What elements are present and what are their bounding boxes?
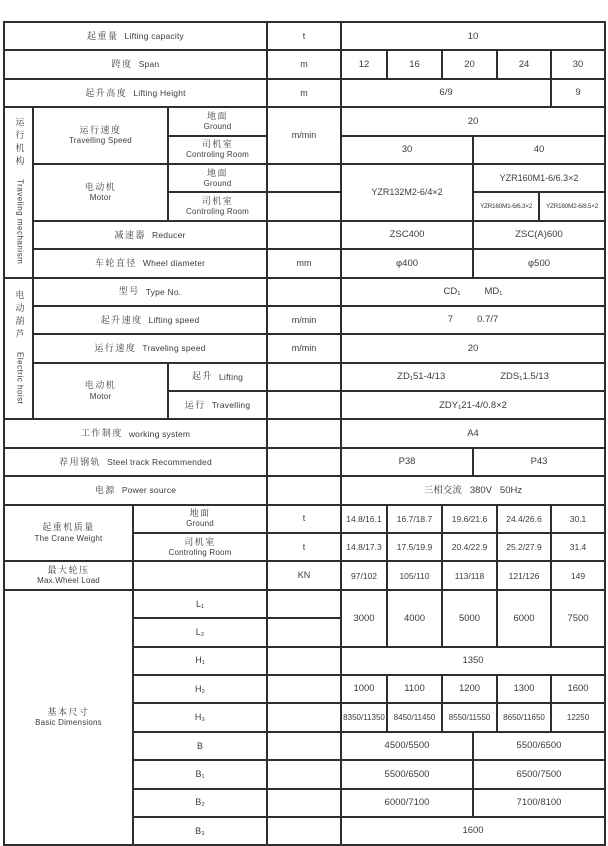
crane-weight-en: The Crane Weight	[34, 533, 103, 543]
lifting-height-main: 6/9	[341, 79, 551, 107]
reducer-label	[33, 221, 267, 249]
room-sublabel-zh: 司机室	[201, 139, 234, 150]
travel-speed-ground-sublabel	[168, 107, 267, 135]
hoist-lifting-speed-a: 7	[447, 314, 454, 326]
wheel-load-v1: 97/102	[341, 561, 387, 589]
weight-ground-v3: 19.6/21.6	[442, 505, 497, 533]
electric-hoist-group-zh: 电动葫芦	[14, 289, 25, 342]
hoist-motor-lifting-zh: 起升	[191, 371, 213, 382]
travel-speed-unit: m/min	[267, 107, 341, 164]
dim-l2-sublabel: L₂	[133, 618, 267, 646]
row-lifting-height	[4, 79, 605, 107]
span-value-30: 30	[551, 50, 605, 78]
hoist-traveling-speed-unit: m/min	[267, 334, 341, 362]
hoist-type-label-zh: 型号	[118, 286, 140, 297]
dim-h2-sublabel: H₂	[133, 675, 267, 703]
electric-hoist-group-en: Electric hoist	[15, 351, 25, 405]
power-source-unit-empty	[267, 476, 341, 504]
steel-track-unit-empty	[267, 448, 341, 476]
wheel-load-v4: 121/126	[497, 561, 551, 589]
dim-l-v1: 3000	[341, 590, 387, 647]
row-span	[4, 50, 605, 78]
working-system-label	[4, 419, 267, 447]
hoist-motor-travelling-sublabel	[168, 391, 267, 419]
motor-ground-zh: 地面	[207, 167, 229, 178]
dim-b2-unit-empty	[267, 789, 341, 817]
reducer-left-value: ZSC400	[341, 221, 473, 249]
hoist-lifting-speed-unit: m/min	[267, 306, 341, 334]
hoist-motor-travelling-zh: 运行	[184, 399, 206, 410]
reducer-label-zh: 减速器	[114, 229, 146, 240]
lifting-height-unit: m	[267, 79, 341, 107]
wheel-diameter-right-value: φ500	[473, 249, 605, 277]
travel-mechanism-group-en: Traveling mechanism	[15, 179, 25, 265]
travel-speed-room-right: 40	[473, 136, 605, 164]
travel-speed-label-en: Travelling Speed	[69, 136, 132, 146]
basic-dimensions-label	[4, 590, 133, 846]
hoist-type-b: MD₁	[484, 286, 503, 298]
dim-h2-v3: 1200	[442, 675, 497, 703]
dim-l-v5: 7500	[551, 590, 605, 647]
lifting-height-label-en: Lifting Height	[133, 87, 186, 98]
dim-h3-v1: 8350/11350	[341, 703, 387, 731]
weight-room-v2: 17.5/19.9	[387, 533, 442, 561]
hoist-motor-travelling-unit-empty	[267, 391, 341, 419]
travel-motor-room-sublabel	[168, 192, 267, 220]
span-label-zh: 跨度	[111, 59, 133, 70]
hoist-motor-lifting-unit-empty	[267, 363, 341, 391]
dim-b1-left: 5500/6500	[341, 760, 473, 788]
weight-room-v1: 14.8/17.3	[341, 533, 387, 561]
dim-l1-sublabel: L₁	[133, 590, 267, 618]
weight-room-v4: 25.2/27.9	[497, 533, 551, 561]
dim-l-v2: 4000	[387, 590, 442, 647]
hoist-traveling-speed-label	[33, 334, 267, 362]
row-weight-ground	[4, 505, 605, 533]
dim-l-v4: 6000	[497, 590, 551, 647]
lifting-capacity-unit: t	[267, 22, 341, 50]
dim-b-right: 5500/6500	[473, 732, 605, 760]
dim-h2-unit-empty	[267, 675, 341, 703]
row-travel-speed-ground	[4, 107, 605, 135]
weight-room-unit: t	[267, 533, 341, 561]
wheel-load-v3: 113/118	[442, 561, 497, 589]
weight-room-sublabel	[133, 533, 267, 561]
dim-h1-sublabel: H₁	[133, 647, 267, 675]
dim-b-sublabel: B	[133, 732, 267, 760]
travel-mechanism-group	[4, 107, 33, 277]
working-system-value: A4	[341, 419, 605, 447]
dim-b-left: 4500/5500	[341, 732, 473, 760]
hoist-motor-lifting-a: ZD₁51-4/13	[397, 371, 446, 383]
motor-room-zh: 司机室	[201, 195, 234, 206]
travel-motor-room-unit-empty	[267, 192, 341, 220]
travel-motor-label-en: Motor	[89, 192, 112, 202]
motor-ground-en: Ground	[203, 178, 232, 188]
hoist-lifting-speed-values	[341, 306, 605, 334]
weight-ground-v2: 16.7/18.7	[387, 505, 442, 533]
dim-b1-right: 6500/7500	[473, 760, 605, 788]
weight-room-v3: 20.4/22.9	[442, 533, 497, 561]
dim-l-v3: 5000	[442, 590, 497, 647]
span-label	[4, 50, 267, 78]
weight-ground-v4: 24.4/26.6	[497, 505, 551, 533]
hoist-motor-lifting-b: ZDS₁1.5/13	[500, 371, 549, 383]
dim-h2-v4: 1300	[497, 675, 551, 703]
dim-h3-unit-empty	[267, 703, 341, 731]
row-steel-track	[4, 448, 605, 476]
row-hoist-type	[4, 278, 605, 306]
row-wheel-diameter	[4, 249, 605, 277]
weight-ground-zh: 地面	[189, 508, 211, 519]
dim-h2-v5: 1600	[551, 675, 605, 703]
basic-dimensions-en: Basic Dimensions	[35, 718, 102, 728]
wheel-load-v5: 149	[551, 561, 605, 589]
ground-sublabel-zh: 地面	[207, 110, 229, 121]
working-system-zh: 工作制度	[80, 428, 123, 439]
hoist-motor-lifting-en: Lifting	[218, 371, 244, 382]
row-power-source	[4, 476, 605, 504]
row-reducer	[4, 221, 605, 249]
row-hoist-lifting-speed	[4, 306, 605, 334]
row-dim-l1	[4, 590, 605, 618]
electric-hoist-group	[4, 278, 33, 420]
room-sublabel-en: Controling Room	[185, 150, 250, 160]
lifting-height-label	[4, 79, 267, 107]
weight-room-v5: 31.4	[551, 533, 605, 561]
hoist-type-values	[341, 278, 605, 306]
hoist-lifting-speed-b: 0.7/7	[477, 314, 499, 326]
dim-b2-sublabel: B₂	[133, 789, 267, 817]
wheel-diameter-label-en: Wheel diameter	[142, 258, 206, 269]
travel-motor-label	[33, 164, 168, 221]
span-value-20: 20	[442, 50, 497, 78]
wheel-load-unit: KN	[267, 561, 341, 589]
row-hoist-traveling-speed	[4, 334, 605, 362]
row-hoist-motor-lifting	[4, 363, 605, 391]
basic-dimensions-zh: 基本尺寸	[47, 706, 90, 717]
dim-h3-sublabel: H₃	[133, 703, 267, 731]
hoist-motor-travelling-value: ZDY₁21-4/0.8×2	[341, 391, 605, 419]
weight-ground-en: Ground	[186, 519, 214, 529]
dim-b3-unit-empty	[267, 817, 341, 845]
row-wheel-load	[4, 561, 605, 589]
hoist-motor-travelling-en: Travelling	[211, 400, 251, 411]
ground-sublabel-en: Ground	[203, 121, 232, 131]
travel-motor-ground-sublabel	[168, 164, 267, 192]
hoist-motor-lifting-sublabel	[168, 363, 267, 391]
reducer-label-en: Reducer	[152, 229, 186, 240]
steel-track-right-value: P43	[473, 448, 605, 476]
wheel-diameter-label-zh: 车轮直径	[94, 257, 137, 268]
steel-track-left-value: P38	[341, 448, 473, 476]
crane-weight-label	[4, 505, 133, 562]
dim-h1-unit-empty	[267, 647, 341, 675]
working-system-en: working system	[128, 428, 191, 439]
row-travel-motor-ground	[4, 164, 605, 192]
dim-l2-unit-empty	[267, 618, 341, 646]
hoist-motor-label-zh: 电动机	[84, 380, 117, 391]
power-source-label	[4, 476, 267, 504]
dim-b1-sublabel: B₁	[133, 760, 267, 788]
lifting-capacity-label-zh: 起重量	[87, 30, 119, 41]
span-unit: m	[267, 50, 341, 78]
travel-motor-ground-unit-empty	[267, 164, 341, 192]
lifting-capacity-label-en: Lifting capacity	[124, 31, 184, 42]
hoist-lifting-speed-en: Lifting speed	[148, 315, 200, 325]
crane-weight-zh: 起重机质量	[42, 522, 95, 533]
wheel-load-label	[4, 561, 133, 589]
span-value-16: 16	[387, 50, 442, 78]
power-source-value: 三相交流 380V 50Hz	[341, 476, 605, 504]
steel-track-en: Steel track Recommended	[107, 456, 212, 467]
reducer-unit-empty	[267, 221, 341, 249]
dim-b2-right: 7100/8100	[473, 789, 605, 817]
dim-h3-v3: 8550/11550	[442, 703, 497, 731]
dim-b3-sublabel: B₃	[133, 817, 267, 845]
travel-mechanism-group-zh: 运行机构	[14, 117, 25, 170]
power-source-en: Power source	[121, 485, 177, 496]
wheel-load-v2: 105/110	[387, 561, 442, 589]
hoist-traveling-speed-value: 20	[341, 334, 605, 362]
travel-speed-room-sublabel	[168, 136, 267, 164]
wheel-load-zh: 最大轮压	[47, 564, 90, 575]
dim-h3-v5: 12250	[551, 703, 605, 731]
dim-h2-v1: 1000	[341, 675, 387, 703]
dim-b-unit-empty	[267, 732, 341, 760]
row-lifting-capacity	[4, 22, 605, 50]
lifting-capacity-value: 10	[341, 22, 605, 50]
hoist-type-a: CD₁	[443, 286, 461, 298]
reducer-right-value: ZSC(A)600	[473, 221, 605, 249]
lifting-height-last: 9	[551, 79, 605, 107]
span-value-12: 12	[341, 50, 387, 78]
wheel-diameter-unit: mm	[267, 249, 341, 277]
hoist-motor-label-en: Motor	[89, 391, 112, 401]
dim-h3-v2: 8450/11450	[387, 703, 442, 731]
hoist-motor-lifting-values	[341, 363, 605, 391]
weight-ground-unit: t	[267, 505, 341, 533]
hoist-motor-label	[33, 363, 168, 420]
travel-motor-label-zh: 电动机	[84, 181, 117, 192]
row-working-system	[4, 419, 605, 447]
weight-room-en: Controling Room	[168, 547, 232, 557]
travel-speed-room-left: 30	[341, 136, 473, 164]
travel-motor-left-value: YZR132M2-6/4×2	[341, 164, 473, 221]
dim-l1-unit-empty	[267, 590, 341, 618]
span-label-en: Span	[138, 59, 160, 70]
wheel-diameter-label	[33, 249, 267, 277]
lifting-capacity-label	[4, 22, 267, 50]
weight-ground-v5: 30.1	[551, 505, 605, 533]
wheel-diameter-left-value: φ400	[341, 249, 473, 277]
steel-track-zh: 荐用钢轨	[59, 456, 102, 467]
dim-b3-value: 1600	[341, 817, 605, 845]
dim-h3-v4: 8650/11650	[497, 703, 551, 731]
dim-b2-left: 6000/7100	[341, 789, 473, 817]
power-source-zh: 电源	[94, 485, 116, 496]
motor-room-en: Controling Room	[185, 207, 250, 217]
hoist-lifting-speed-label	[33, 306, 267, 334]
travel-motor-bottom-left-value: YZR160M1-6/6.3×2	[473, 192, 539, 220]
working-system-unit-empty	[267, 419, 341, 447]
weight-room-zh: 司机室	[184, 536, 216, 547]
dim-h1-value: 1350	[341, 647, 605, 675]
dim-h2-v2: 1100	[387, 675, 442, 703]
weight-ground-v1: 14.8/16.1	[341, 505, 387, 533]
wheel-load-en: Max.Wheel Load	[37, 576, 100, 586]
travel-speed-label-zh: 运行速度	[79, 124, 122, 135]
hoist-traveling-speed-zh: 运行速度	[94, 343, 137, 354]
hoist-type-label-en: Type No.	[145, 286, 182, 297]
travel-speed-label	[33, 107, 168, 164]
steel-track-label	[4, 448, 267, 476]
weight-ground-sublabel	[133, 505, 267, 533]
lifting-height-label-zh: 起升高度	[85, 87, 128, 98]
crane-spec-table	[3, 21, 606, 846]
travel-motor-bottom-right-value: YZR160M2-6/8.5×2	[539, 192, 605, 220]
hoist-type-label	[33, 278, 267, 306]
travel-speed-ground-value: 20	[341, 107, 605, 135]
hoist-type-unit-empty	[267, 278, 341, 306]
hoist-traveling-speed-en: Traveling speed	[142, 343, 206, 354]
dim-b1-unit-empty	[267, 760, 341, 788]
wheel-load-sublabel-empty	[133, 561, 267, 589]
span-value-24: 24	[497, 50, 551, 78]
hoist-lifting-speed-zh: 起升速度	[100, 314, 143, 325]
travel-motor-right-top-value: YZR160M1-6/6.3×2	[473, 164, 605, 192]
